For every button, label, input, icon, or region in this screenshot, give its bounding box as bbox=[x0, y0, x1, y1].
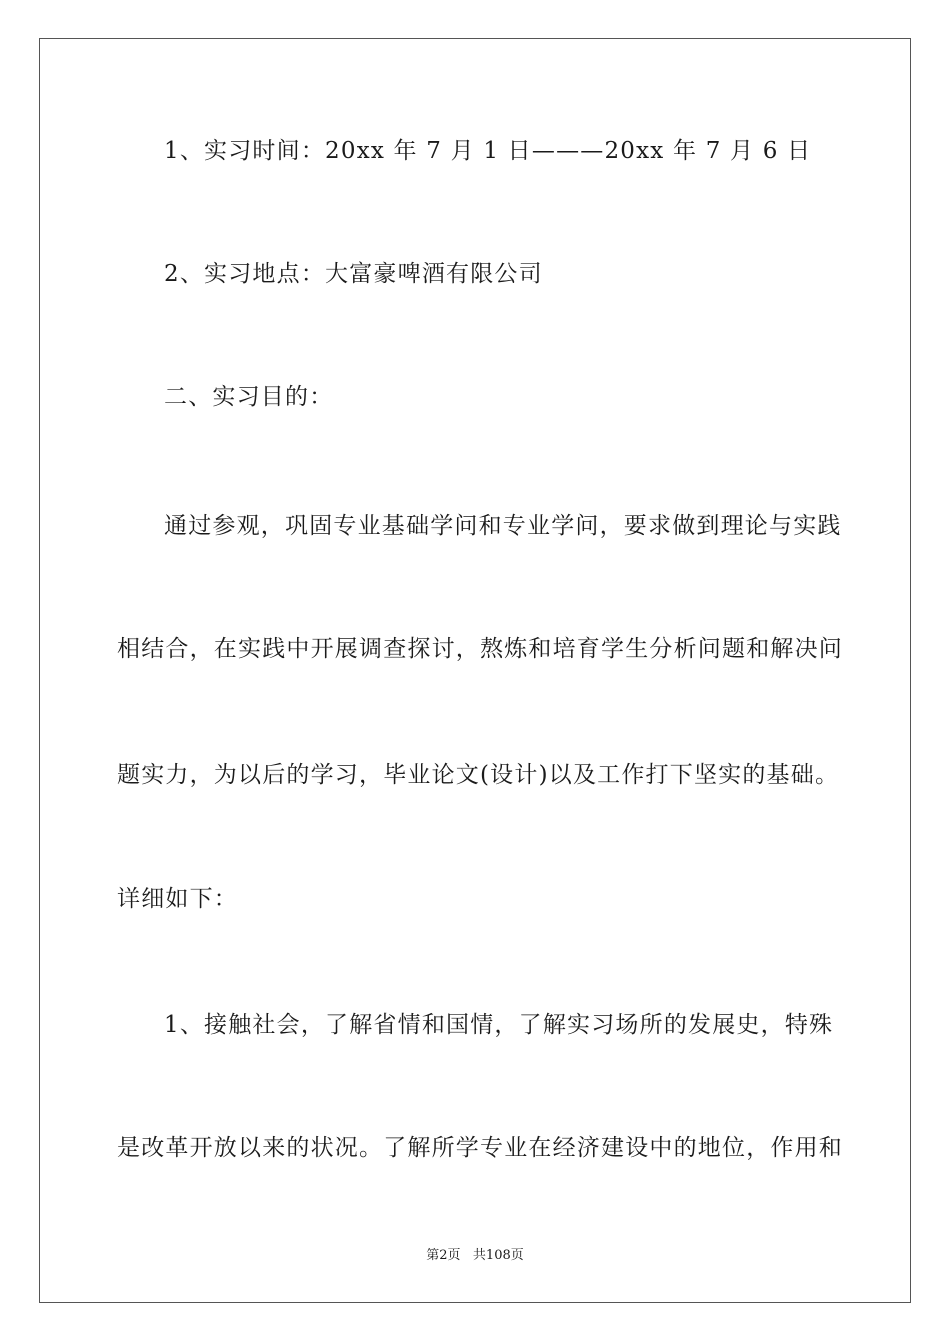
page-border bbox=[39, 38, 911, 1303]
paragraph-purpose-line-2: 相结合，在实践中开展调查探讨，熬炼和培育学生分析问题和解决问 bbox=[117, 636, 843, 662]
paragraph-purpose-line-3: 题实力，为以后的学习，毕业论文(设计)以及工作打下坚实的基础。 bbox=[117, 762, 840, 788]
paragraph-item-1-line-2: 是改革开放以来的状况。了解所学专业在经济建设中的地位，作用和 bbox=[117, 1135, 843, 1161]
paragraph-details-heading: 详细如下： bbox=[117, 886, 238, 912]
paragraph-internship-time: 1、实习时间：20xx 年 7 月 1 日———20xx 年 7 月 6 日 bbox=[164, 138, 812, 164]
paragraph-purpose-line-1: 通过参观，巩固专业基础学问和专业学问，要求做到理论与实践 bbox=[164, 513, 842, 539]
paragraph-item-1-line-1: 1、接触社会，了解省情和国情，了解实习场所的发展史，特殊 bbox=[164, 1012, 834, 1038]
section-heading-purpose: 二、实习目的： bbox=[164, 384, 334, 410]
paragraph-internship-location: 2、实习地点：大富豪啤酒有限公司 bbox=[164, 261, 543, 287]
page-number-footer: 第2页 共108页 bbox=[426, 1248, 524, 1263]
